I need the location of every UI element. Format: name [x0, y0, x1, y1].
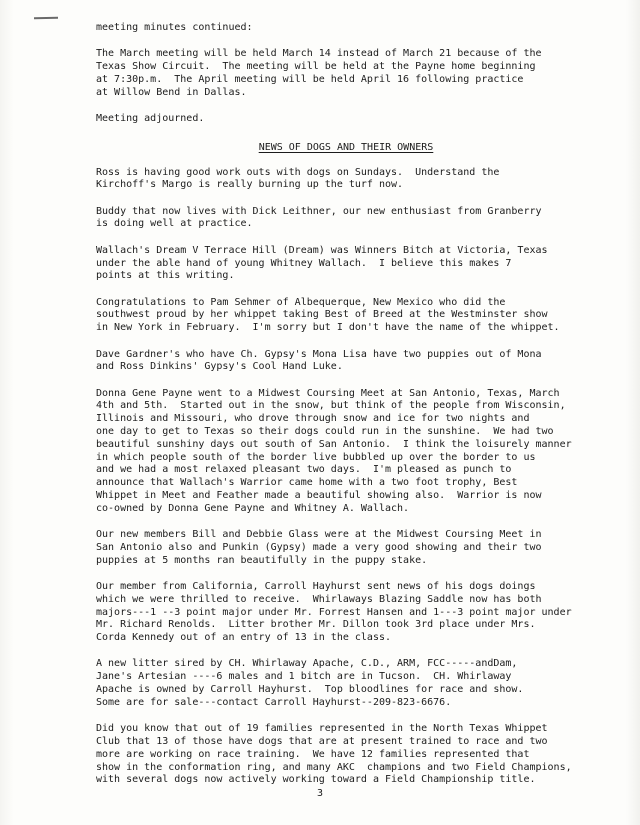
text-line: more are working on race training. We have 12 families represented that	[96, 748, 530, 760]
text-line: Our member from California, Carroll Hayhurst sent news of his dogs doings	[96, 581, 536, 592]
text-line: one day to get to Texas so their dogs could run in the sunshine. We had two	[96, 426, 554, 438]
text-line: Kirchoff's Margo is really burning up the turf now.	[96, 179, 404, 191]
paragraph	[96, 297, 596, 335]
text-line: Some are for sale---contact Carroll Hayhurst--209-823-6676.	[96, 696, 452, 708]
continued-header	[96, 22, 596, 35]
text-line: and we had a most relaxed pleasant two days. I'm pleased as punch to	[96, 464, 512, 476]
text-line: meeting minutes continued:	[96, 22, 253, 33]
text-line: A new litter sired by CH. Whirlaway Apache, C.D., ARM, FCC-----andDam,	[96, 658, 518, 670]
text-line: Corda Kennedy out of an entry of 13 in the class.	[96, 632, 392, 644]
text-line: and Ross Dinkins' Gypsy's Cool Hand Luke.	[96, 361, 343, 373]
text-line: co-owned by Donna Gene Payne and Whitney A. Wallach.	[96, 502, 410, 514]
text-line: announce that Wallach's Warrior came home with a two foot trophy, Best	[96, 477, 518, 489]
paragraph	[96, 206, 596, 232]
text-line: Wallach's Dream V Terrace Hill (Dream) was Winners Bitch at Victoria, Texas	[96, 244, 548, 256]
text-line: San Antonio also and Punkin (Gypsy) made a very good showing and their two	[96, 541, 542, 553]
text-line: Buddy that now lives with Dick Leithner, our new enthusiast from Granberry	[96, 205, 542, 217]
text-line: is doing well at practice.	[96, 218, 253, 230]
text-line: Texas Show Circuit. The meeting will be held at the Payne home beginning	[96, 61, 536, 73]
text-line: Mr. Richard Renolds. Litter brother Mr. Dillon took 3rd place under Mrs.	[96, 619, 536, 631]
text-line: puppies at 5 months ran beautifully in the puppy stake.	[96, 554, 428, 566]
opening-section	[96, 48, 596, 125]
text-line: Our new members Bill and Debbie Glass were at the Midwest Coursing Meet in	[96, 529, 542, 541]
text-line: at 7:30p.m. The April meeting will be held April 16 following practice	[96, 73, 524, 85]
text-line: in New York in February. I'm sorry but I don't have the name of the whippet.	[96, 322, 560, 334]
paragraph	[96, 349, 596, 375]
text-line: points at this writing.	[96, 270, 235, 282]
paragraph	[96, 113, 596, 126]
text-line: Did you know that out of 19 families represented in the North Texas Whippet	[96, 723, 548, 735]
paragraph	[96, 529, 596, 567]
text-line: The March meeting will be held March 14 instead of March 21 because of the	[96, 48, 542, 60]
text-line: majors---1 --3 point major under Mr. Forrest Hansen and 1---3 point major under	[96, 606, 572, 618]
page-number: 3	[316, 788, 324, 799]
text-line: under the able hand of young Whitney Wallach. I believe this makes 7	[96, 257, 512, 269]
text-line: Apache is owned by Carroll Hayhurst. Top bloodlines for race and show.	[96, 684, 524, 696]
paragraph	[96, 48, 596, 99]
news-section	[96, 167, 596, 788]
paragraph	[96, 658, 596, 709]
document-body	[96, 22, 596, 801]
text-line: Whippet in Meet and Feather made a beautiful showing also. Warrior is now	[96, 490, 542, 502]
text-line: beautiful sunshiny days out south of San Antonio. I think the loisurely manner	[96, 438, 572, 450]
paragraph	[96, 245, 596, 283]
section-heading: NEWS OF DOGS AND THEIR OWNERS	[258, 141, 434, 153]
text-line: southwest proud by her whippet taking Best of Breed at the Westminster show	[96, 309, 548, 321]
text-line: Ross is having good work outs with dogs on Sundays. Understand the	[96, 166, 500, 178]
text-line: in which people south of the border live bubbled up over the border to us	[96, 451, 536, 463]
text-line: Meeting adjourned.	[96, 112, 205, 124]
text-line: Donna Gene Payne went to a Midwest Coursing Meet at San Antonio, Texas, March	[96, 387, 560, 399]
paragraph	[96, 581, 596, 645]
text-line: show in the conformation ring, and many AKC champions and two Field Champions,	[96, 761, 572, 773]
text-line: Dave Gardner's who have Ch. Gypsy's Mona Lisa have two puppies out of Mona	[96, 348, 542, 360]
text-line: with several dogs now actively working toward a Field Championship title.	[96, 774, 536, 786]
text-line: Jane's Artesian ----6 males and 1 bitch are in Tucson. CH. Whirlaway	[96, 671, 512, 683]
paragraph	[96, 167, 596, 193]
paragraph	[96, 723, 596, 787]
text-line: which we were thrilled to receive. Whirlaways Blazing Saddle now has both	[96, 593, 542, 605]
text-line: Congratulations to Pam Sehmer of Albequerque, New Mexico who did the	[96, 296, 506, 308]
corner-mark	[34, 17, 58, 19]
paragraph	[96, 388, 596, 516]
text-line: at Willow Bend in Dallas.	[96, 86, 247, 98]
text-line: Club that 13 of those have dogs that are at present trained to race and two	[96, 735, 548, 747]
text-line: Illinois and Missouri, who drove through snow and ice for two nights and	[96, 413, 530, 425]
text-line: 4th and 5th. Started out in the snow, but think of the people from Wisconsin,	[96, 400, 566, 412]
